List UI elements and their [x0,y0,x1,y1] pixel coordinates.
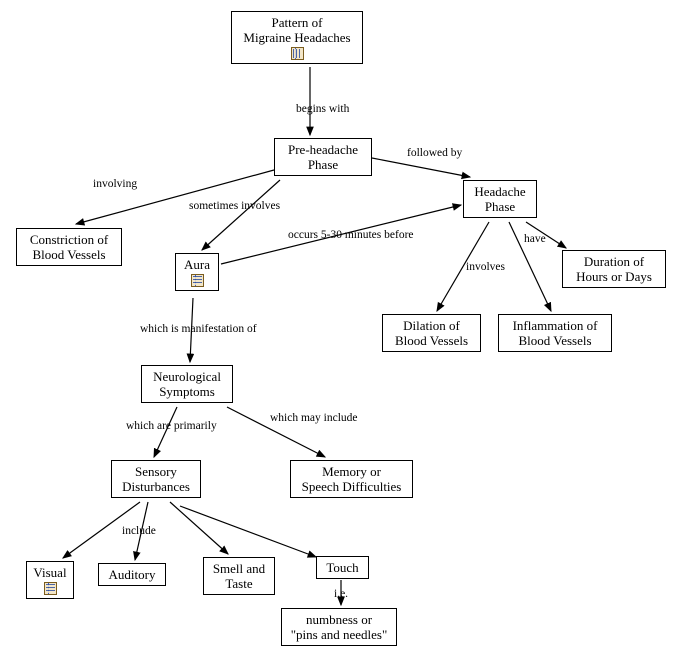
edge-preheadache-aura [202,180,280,250]
node-inflammation-line-1: Blood Vessels [518,333,592,348]
edge-label-begins-with-line-0: begins [296,103,327,115]
node-auditory-line-0: Auditory [108,567,156,582]
edge-sensory-smelltaste [170,502,228,554]
edge-label-include-line-0: include [122,525,156,537]
node-duration-line-0: Duration of [583,254,645,269]
node-smell-and-taste[interactable] [203,557,275,595]
node-memory-speech-difficulties[interactable] [290,460,413,498]
edge-label-occurs-line-1: minutes before [344,229,414,241]
edge-label-which-are-primarily-line-1: primarily [173,420,217,432]
edge-label-followed-by-line-0: followed by [407,147,463,159]
node-numbness-pins-and-needles[interactable] [281,608,397,646]
node-memory-line-1: Speech Difficulties [301,479,402,494]
node-preheadache-line-0: Pre-headache [287,142,358,157]
edge-label-include [122,525,156,538]
edge-label-have [524,233,546,246]
resource-icon[interactable] [44,582,57,595]
node-pattern-line-0: Pattern of [271,15,323,30]
edge-label-sometimes-involves [189,200,280,213]
node-preheadache-phase[interactable] [274,138,372,176]
edge-label-sometimes-involves-line-1: involves [241,200,281,212]
edge-sensory-touch [180,506,316,557]
node-dilation-line-1: Blood Vessels [394,333,469,348]
node-pattern-line-1: Migraine Headaches [243,30,351,45]
edge-label-have-line-0: have [524,233,546,245]
node-duration-line-1: Hours or Days [576,269,652,284]
edge-label-begins-with [296,103,349,116]
edge-label-which-may-include [270,412,358,425]
edge-label-which-may-include-line-0: which [270,412,299,424]
node-visual[interactable] [26,561,74,599]
node-constriction-blood-vessels[interactable] [16,228,122,266]
edge-label-ie-line-0: i.e. [334,588,349,600]
node-constriction-line-1: Blood Vessels [32,247,106,262]
node-sensory-line-1: Disturbances [122,479,190,494]
node-touch[interactable] [316,556,369,579]
node-pattern[interactable] [231,11,363,64]
node-headache-phase[interactable] [463,180,537,218]
edge-label-occurs-line-0: occurs 5-30 [288,229,342,241]
edge-label-sometimes-involves-line-0: sometimes [189,200,239,212]
node-inflammation-blood-vessels[interactable] [498,314,612,352]
node-numbness-line-1: "pins and needles" [290,627,388,642]
node-neuro-line-0: Neurological [153,369,221,384]
node-dilation-line-0: Dilation of [403,318,460,333]
edge-label-involving [93,178,137,191]
edge-label-occurs-5-30-minutes-before [288,229,414,242]
node-headache-line-1: Phase [484,199,516,214]
node-duration-hours-or-days[interactable] [562,250,666,288]
edge-label-manifestation-line-1: manifestation of [181,323,257,335]
node-smelltaste-line-1: Taste [225,576,253,591]
node-aura-line-0: Aura [184,257,210,272]
node-constriction-line-0: Constriction of [29,232,109,247]
node-aura[interactable] [175,253,219,291]
edge-label-which-are-primarily-line-0: which are [126,420,172,432]
edge-label-begins-with-line-1: with [328,103,350,115]
node-auditory[interactable] [98,563,166,586]
node-sensory-line-0: Sensory [135,464,177,479]
edge-label-which-is-manifestation-of [140,323,257,336]
node-visual-line-0: Visual [33,565,67,580]
node-neuro-line-1: Symptoms [159,384,215,399]
edge-label-involves-line-0: involves [466,261,505,273]
node-inflammation-line-0: Inflammation of [512,318,598,333]
node-sensory-disturbances[interactable] [111,460,201,498]
edge-label-which-are-primarily [126,420,217,433]
node-neurological-symptoms[interactable] [141,365,233,403]
node-numbness-line-0: numbness or [305,612,373,627]
edge-preheadache-headache [372,158,470,177]
resource-map-icon[interactable] [291,47,304,60]
node-memory-line-0: Memory or [322,464,381,479]
node-preheadache-line-1: Phase [307,157,339,172]
edge-label-involves [466,261,505,274]
resource-icon[interactable] [191,274,204,287]
edge-label-which-may-include-line-1: may include [300,412,358,424]
edge-label-ie [334,588,348,601]
edge-label-manifestation-line-0: which is [140,323,179,335]
node-headache-line-0: Headache [474,184,526,199]
node-touch-line-0: Touch [326,560,359,575]
edge-label-involving-line-0: involving [93,178,138,190]
node-smelltaste-line-0: Smell and [212,561,266,576]
node-dilation-blood-vessels[interactable] [382,314,481,352]
edge-label-followed-by [407,147,462,160]
